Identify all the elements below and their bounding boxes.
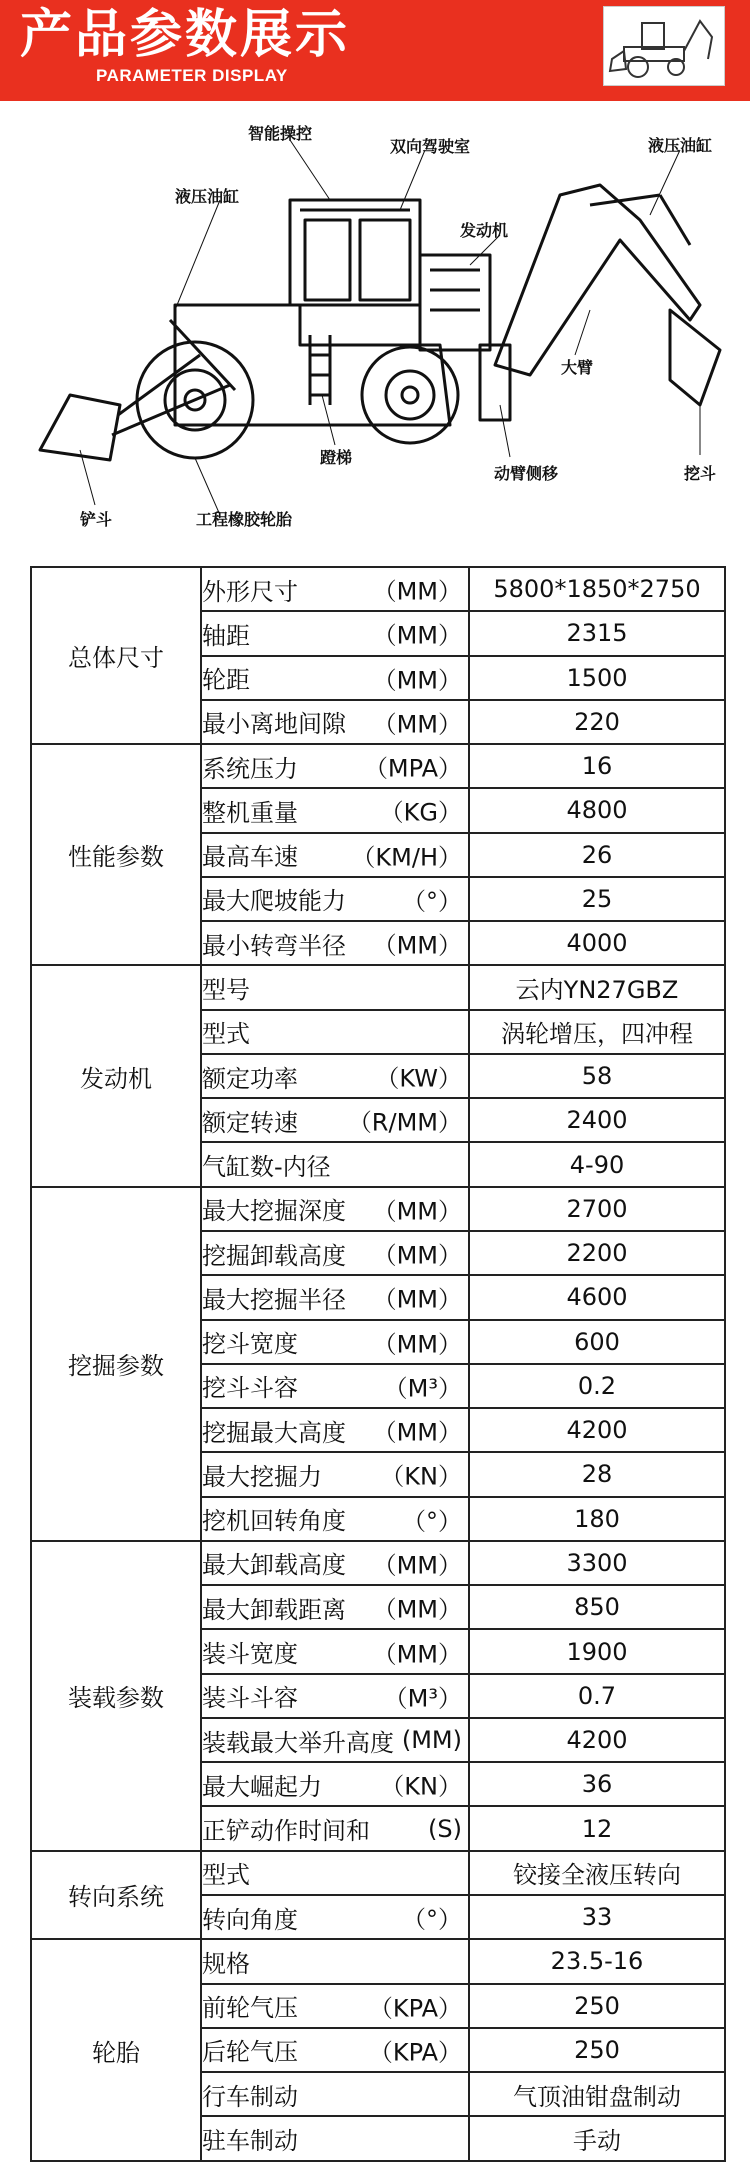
parameter-cell	[201, 1762, 469, 1806]
parameter-name: 行车制动	[202, 2082, 298, 2111]
parameter-value: 58	[469, 1054, 725, 1098]
parameter-cell	[201, 1320, 469, 1364]
parameter-unit: （KN）	[380, 1772, 462, 1801]
parameter-value: 3300	[469, 1541, 725, 1585]
parameter-name: 最大爬坡能力	[202, 887, 346, 916]
parameter-unit: （°）	[402, 1905, 462, 1934]
parameter-unit: （MM）	[372, 1640, 462, 1668]
parameter-name: 转向角度	[202, 1905, 298, 1934]
parameter-cell	[201, 656, 469, 700]
parameter-name: 最小转弯半径	[202, 931, 346, 960]
parameter-value: 4600	[469, 1275, 725, 1319]
parameter-value: 云内YN27GBZ	[469, 965, 725, 1009]
parameter-name: 整机重量	[202, 798, 298, 827]
parameter-name: 轴距	[202, 621, 250, 650]
parameter-unit: (MM)	[401, 1726, 462, 1755]
parameter-value: 600	[469, 1320, 725, 1364]
parameter-cell	[201, 611, 469, 655]
parameter-name: 挖机回转角度	[202, 1507, 346, 1536]
parameter-value: 4800	[469, 788, 725, 832]
parameter-cell	[201, 1629, 469, 1673]
parameter-name: 装载最大举升高度	[202, 1728, 394, 1757]
parameter-value: 5800*1850*2750	[469, 567, 725, 611]
parameter-value: 26	[469, 833, 725, 877]
spec-table-body	[31, 567, 725, 2161]
parameter-cell	[201, 2116, 469, 2161]
parameter-unit: （M³）	[383, 1684, 462, 1713]
parameter-unit: （KN）	[380, 1462, 462, 1491]
parameter-value: 涡轮增压，四冲程	[469, 1010, 725, 1054]
section-label: 发动机	[31, 965, 201, 1186]
parameter-cell	[201, 1497, 469, 1541]
parameter-cell	[201, 1231, 469, 1275]
parameter-unit: （MPA）	[363, 754, 462, 783]
label-smart-control: 智能操控	[248, 124, 313, 143]
table-row	[31, 965, 725, 1009]
parameter-unit: （M³）	[383, 1374, 462, 1403]
parameter-value: 36	[469, 1762, 725, 1806]
parameter-value: 4-90	[469, 1142, 725, 1186]
parameter-cell	[201, 1984, 469, 2028]
parameter-value: 2315	[469, 611, 725, 655]
parameter-cell	[201, 1010, 469, 1054]
parameter-cell	[201, 1054, 469, 1098]
label-digger-bucket: 挖斗	[684, 464, 717, 483]
parameter-value: 850	[469, 1585, 725, 1629]
parameter-value: 25	[469, 877, 725, 921]
section-label: 性能参数	[31, 744, 201, 965]
parameter-unit: （MM）	[372, 1197, 462, 1226]
parameter-unit: （KM/H）	[351, 843, 462, 872]
parameter-unit: （MM）	[372, 666, 462, 695]
parameter-cell	[201, 700, 469, 744]
parameter-unit: （MM）	[372, 710, 462, 739]
parameter-name: 驻车制动	[202, 2127, 298, 2156]
parameter-name: 后轮气压	[202, 2038, 298, 2067]
parameter-name: 气缸数-内径	[202, 1153, 331, 1182]
backhoe-thumbnail-icon	[604, 7, 724, 85]
label-tire: 工程橡胶轮胎	[196, 510, 293, 529]
parameter-name: 挖掘卸载高度	[202, 1241, 346, 1270]
parameter-value: 250	[469, 2028, 725, 2072]
label-engine: 发动机	[460, 221, 509, 240]
table-row	[31, 1939, 725, 1983]
parameter-cell	[201, 921, 469, 965]
parameter-unit: （MM）	[372, 1285, 462, 1314]
parameter-name: 型式	[202, 1020, 250, 1049]
label-hydraulic-cylinder-left: 液压油缸	[175, 187, 240, 206]
parameter-value: 2200	[469, 1231, 725, 1275]
parameter-value: 0.7	[469, 1674, 725, 1718]
parameter-name: 型号	[202, 976, 250, 1005]
parameter-name: 最大崛起力	[202, 1772, 322, 1801]
parameter-value: 手动	[469, 2116, 725, 2161]
parameter-cell	[201, 1098, 469, 1142]
parameter-cell	[201, 833, 469, 877]
parameter-name: 规格	[202, 1949, 250, 1978]
parameter-value: 180	[469, 1497, 725, 1541]
section-label: 装载参数	[31, 1541, 201, 1851]
parameter-name: 装斗宽度	[202, 1640, 298, 1668]
parameter-name: 外形尺寸	[202, 577, 298, 606]
parameter-value: 气顶油钳盘制动	[469, 2072, 725, 2116]
parameter-cell	[201, 1806, 469, 1850]
parameter-name: 挖斗斗容	[202, 1374, 298, 1403]
parameter-cell	[201, 2072, 469, 2116]
parameter-name: 轮距	[202, 666, 250, 695]
parameter-unit: （KPA）	[368, 2038, 462, 2067]
parameter-value: 0.2	[469, 1364, 725, 1408]
section-label: 转向系统	[31, 1851, 201, 1940]
parameter-cell	[201, 1718, 469, 1762]
label-shovel: 铲斗	[80, 510, 113, 529]
parameter-cell	[201, 1364, 469, 1408]
parameter-value: 2700	[469, 1187, 725, 1231]
parameter-value: 4000	[469, 921, 725, 965]
table-row	[31, 567, 725, 611]
parameter-cell	[201, 1585, 469, 1629]
parameter-value: 4200	[469, 1718, 725, 1762]
table-row	[31, 1187, 725, 1231]
parameter-unit: （MM）	[372, 621, 462, 650]
parameter-name: 最高车速	[202, 843, 298, 872]
parameter-name: 最大卸载高度	[202, 1551, 346, 1580]
parameter-cell	[201, 1895, 469, 1939]
label-hydraulic-cylinder-right: 液压油缸	[648, 136, 713, 155]
parameter-name: 系统压力	[202, 754, 298, 783]
parameter-value: 4200	[469, 1408, 725, 1452]
parameter-cell	[201, 965, 469, 1009]
section-label: 轮胎	[31, 1939, 201, 2161]
parameter-unit: （KG）	[379, 798, 462, 827]
parameter-value: 12	[469, 1806, 725, 1850]
parameter-unit: （R/MM）	[347, 1108, 462, 1137]
parameter-unit: （MM）	[372, 577, 462, 606]
parameter-cell	[201, 1674, 469, 1718]
parameter-cell	[201, 1275, 469, 1319]
parameter-value: 16	[469, 744, 725, 788]
parameter-unit: (S)	[428, 1814, 462, 1843]
parameter-value: 28	[469, 1452, 725, 1496]
machine-diagram	[0, 105, 750, 545]
backhoe-thumbnail-image	[603, 6, 725, 86]
parameter-name: 型式	[202, 1861, 250, 1890]
parameter-unit: （MM）	[372, 1551, 462, 1580]
label-dual-cab: 双向驾驶室	[390, 137, 471, 156]
parameter-unit: （MM）	[372, 1241, 462, 1270]
parameter-value: 33	[469, 1895, 725, 1939]
parameter-name: 最大卸载距离	[202, 1595, 346, 1624]
parameter-cell	[201, 1142, 469, 1186]
parameter-name: 最大挖掘半径	[202, 1285, 346, 1314]
parameter-cell	[201, 2028, 469, 2072]
parameter-value: 铰接全液压转向	[469, 1851, 725, 1895]
parameter-value: 220	[469, 700, 725, 744]
parameter-unit: （°）	[402, 887, 462, 916]
label-ladder: 蹬梯	[320, 448, 353, 467]
parameter-name: 额定转速	[202, 1108, 298, 1137]
spec-table	[30, 566, 726, 2162]
parameter-cell	[201, 567, 469, 611]
parameter-name: 挖掘最大高度	[202, 1418, 346, 1447]
parameter-name: 最大挖掘深度	[202, 1197, 346, 1226]
parameter-unit: （MM）	[372, 1595, 462, 1624]
parameter-name: 挖斗宽度	[202, 1330, 298, 1359]
parameter-cell	[201, 1851, 469, 1895]
parameter-cell	[201, 1939, 469, 1983]
parameter-cell	[201, 788, 469, 832]
parameter-name: 前轮气压	[202, 1994, 298, 2023]
parameter-name: 最大挖掘力	[202, 1462, 322, 1491]
label-side-shift: 动臂侧移	[494, 464, 559, 483]
table-row	[31, 1541, 725, 1585]
page-title: 产品参数展示	[20, 5, 351, 65]
parameter-name: 额定功率	[202, 1064, 298, 1093]
table-row	[31, 1851, 725, 1895]
label-boom: 大臂	[561, 358, 594, 377]
parameter-value: 1500	[469, 656, 725, 700]
parameter-value: 1900	[469, 1629, 725, 1673]
parameter-value: 2400	[469, 1098, 725, 1142]
backhoe-loader-drawing	[0, 105, 750, 545]
parameter-cell	[201, 1187, 469, 1231]
parameter-unit: （MM）	[372, 1330, 462, 1359]
parameter-value: 23.5-16	[469, 1939, 725, 1983]
parameter-unit: （MM）	[372, 1418, 462, 1447]
parameter-cell	[201, 1452, 469, 1496]
parameter-unit: （KPA）	[368, 1994, 462, 2023]
page-subtitle: PARAMETER DISPLAY	[96, 66, 288, 85]
parameter-value: 250	[469, 1984, 725, 2028]
parameter-cell	[201, 877, 469, 921]
parameter-name: 装斗斗容	[202, 1684, 298, 1713]
section-label: 挖掘参数	[31, 1187, 201, 1541]
parameter-cell	[201, 1408, 469, 1452]
parameter-name: 正铲动作时间和	[202, 1817, 370, 1846]
parameter-cell	[201, 1541, 469, 1585]
section-label: 总体尺寸	[31, 567, 201, 744]
parameter-unit: （KW）	[375, 1064, 462, 1093]
header-banner	[0, 0, 750, 101]
parameter-cell	[201, 744, 469, 788]
parameter-unit: （°）	[402, 1507, 462, 1536]
table-row	[31, 744, 725, 788]
parameter-name: 最小离地间隙	[202, 710, 346, 739]
parameter-unit: （MM）	[372, 931, 462, 960]
